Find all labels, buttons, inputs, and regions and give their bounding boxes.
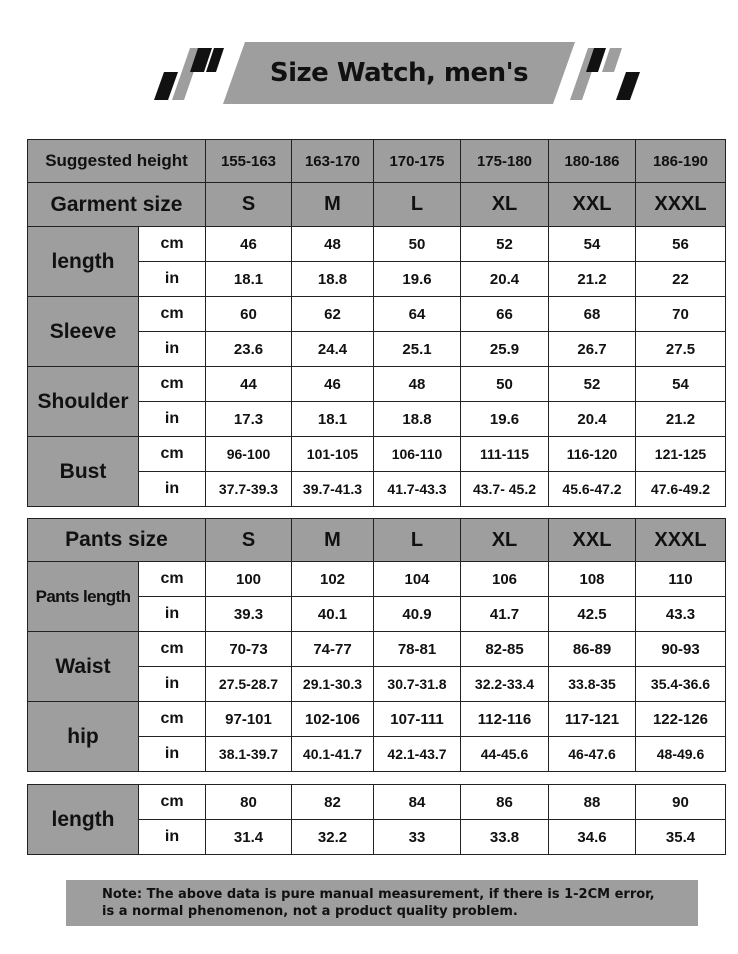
size-header: XXL xyxy=(549,183,636,227)
garment-size-table xyxy=(27,139,726,507)
value-cell: 74-77 xyxy=(292,632,374,667)
value-cell: 110 xyxy=(636,562,726,597)
measure-label-waist: Waist xyxy=(28,632,139,702)
measure-label-shoulder: Shoulder xyxy=(28,367,139,437)
height-cell: 175-180 xyxy=(461,140,549,183)
measure-label-pants-length: Pants length xyxy=(28,562,139,632)
unit-in: in xyxy=(139,820,206,855)
value-cell: 46 xyxy=(206,227,292,262)
size-header: XXL xyxy=(549,519,636,562)
value-cell: 97-101 xyxy=(206,702,292,737)
size-header: L xyxy=(374,183,461,227)
value-cell: 96-100 xyxy=(206,437,292,472)
value-cell: 26.7 xyxy=(549,332,636,367)
value-cell: 40.1-41.7 xyxy=(292,737,374,772)
value-cell: 39.7-41.3 xyxy=(292,472,374,507)
value-cell: 104 xyxy=(374,562,461,597)
unit-in: in xyxy=(139,737,206,772)
value-cell: 48 xyxy=(374,367,461,402)
value-cell: 80 xyxy=(206,785,292,820)
value-cell: 122-126 xyxy=(636,702,726,737)
unit-in: in xyxy=(139,472,206,507)
value-cell: 32.2-33.4 xyxy=(461,667,549,702)
value-cell: 40.9 xyxy=(374,597,461,632)
value-cell: 86 xyxy=(461,785,549,820)
value-cell: 21.2 xyxy=(549,262,636,297)
unit-in: in xyxy=(139,597,206,632)
value-cell: 106-110 xyxy=(374,437,461,472)
value-cell: 38.1-39.7 xyxy=(206,737,292,772)
value-cell: 27.5-28.7 xyxy=(206,667,292,702)
value-cell: 42.5 xyxy=(549,597,636,632)
value-cell: 56 xyxy=(636,227,726,262)
size-header: XL xyxy=(461,183,549,227)
value-cell: 18.1 xyxy=(292,402,374,437)
measure-label-bust: Bust xyxy=(28,437,139,507)
note-line-1: Note: The above data is pure manual measurement, if there is 1-2CM error, xyxy=(102,887,655,902)
value-cell: 50 xyxy=(374,227,461,262)
measure-label-length: length xyxy=(28,227,139,297)
value-cell: 54 xyxy=(549,227,636,262)
size-header: XL xyxy=(461,519,549,562)
value-cell: 25.9 xyxy=(461,332,549,367)
value-cell: 33 xyxy=(374,820,461,855)
value-cell: 46-47.6 xyxy=(549,737,636,772)
value-cell: 41.7-43.3 xyxy=(374,472,461,507)
value-cell: 30.7-31.8 xyxy=(374,667,461,702)
unit-cm: cm xyxy=(139,702,206,737)
value-cell: 19.6 xyxy=(374,262,461,297)
title-banner xyxy=(223,42,575,104)
value-cell: 100 xyxy=(206,562,292,597)
value-cell: 27.5 xyxy=(636,332,726,367)
value-cell: 84 xyxy=(374,785,461,820)
value-cell: 17.3 xyxy=(206,402,292,437)
pants-size-table xyxy=(27,518,726,772)
value-cell: 62 xyxy=(292,297,374,332)
value-cell: 111-115 xyxy=(461,437,549,472)
measure-label-sleeve: Sleeve xyxy=(28,297,139,367)
value-cell: 112-116 xyxy=(461,702,549,737)
value-cell: 68 xyxy=(549,297,636,332)
value-cell: 44 xyxy=(206,367,292,402)
size-header: S xyxy=(206,519,292,562)
height-cell: 163-170 xyxy=(292,140,374,183)
height-cell: 186-190 xyxy=(636,140,726,183)
note-line-2: is a normal phenomenon, not a product quality problem. xyxy=(102,904,518,919)
value-cell: 40.1 xyxy=(292,597,374,632)
value-cell: 29.1-30.3 xyxy=(292,667,374,702)
value-cell: 45.6-47.2 xyxy=(549,472,636,507)
value-cell: 52 xyxy=(549,367,636,402)
value-cell: 106 xyxy=(461,562,549,597)
table-row xyxy=(28,297,726,332)
height-cell: 170-175 xyxy=(374,140,461,183)
value-cell: 35.4 xyxy=(636,820,726,855)
value-cell: 101-105 xyxy=(292,437,374,472)
table-row xyxy=(28,227,726,262)
value-cell: 66 xyxy=(461,297,549,332)
size-header: XXXL xyxy=(636,519,726,562)
value-cell: 90 xyxy=(636,785,726,820)
value-cell: 39.3 xyxy=(206,597,292,632)
measure-label-length: length xyxy=(28,785,139,855)
pants-size-label: Pants size xyxy=(28,519,206,562)
value-cell: 90-93 xyxy=(636,632,726,667)
measure-label-hip: hip xyxy=(28,702,139,772)
value-cell: 48-49.6 xyxy=(636,737,726,772)
value-cell: 22 xyxy=(636,262,726,297)
value-cell: 117-121 xyxy=(549,702,636,737)
height-cell: 155-163 xyxy=(206,140,292,183)
unit-cm: cm xyxy=(139,785,206,820)
value-cell: 18.8 xyxy=(374,402,461,437)
value-cell: 20.4 xyxy=(549,402,636,437)
value-cell: 35.4-36.6 xyxy=(636,667,726,702)
size-header: L xyxy=(374,519,461,562)
value-cell: 102-106 xyxy=(292,702,374,737)
value-cell: 41.7 xyxy=(461,597,549,632)
value-cell: 43.7- 45.2 xyxy=(461,472,549,507)
length-table xyxy=(27,784,726,855)
page-title: Size Watch, men's xyxy=(269,58,529,88)
unit-cm: cm xyxy=(139,437,206,472)
unit-cm: cm xyxy=(139,562,206,597)
size-header: M xyxy=(292,183,374,227)
unit-in: in xyxy=(139,667,206,702)
unit-in: in xyxy=(139,262,206,297)
value-cell: 19.6 xyxy=(461,402,549,437)
value-cell: 20.4 xyxy=(461,262,549,297)
size-header: M xyxy=(292,519,374,562)
suggested-height-label: Suggested height xyxy=(28,140,206,183)
unit-cm: cm xyxy=(139,297,206,332)
value-cell: 34.6 xyxy=(549,820,636,855)
value-cell: 88 xyxy=(549,785,636,820)
value-cell: 48 xyxy=(292,227,374,262)
value-cell: 33.8-35 xyxy=(549,667,636,702)
table-row xyxy=(28,785,726,820)
value-cell: 42.1-43.7 xyxy=(374,737,461,772)
value-cell: 102 xyxy=(292,562,374,597)
value-cell: 86-89 xyxy=(549,632,636,667)
left-stripes-decoration xyxy=(144,46,224,100)
right-stripes-decoration xyxy=(570,46,650,100)
value-cell: 21.2 xyxy=(636,402,726,437)
unit-cm: cm xyxy=(139,632,206,667)
table-row xyxy=(28,367,726,402)
measurement-note xyxy=(66,880,698,926)
table-row xyxy=(28,632,726,667)
unit-cm: cm xyxy=(139,227,206,262)
value-cell: 52 xyxy=(461,227,549,262)
value-cell: 60 xyxy=(206,297,292,332)
table-row xyxy=(28,437,726,472)
value-cell: 47.6-49.2 xyxy=(636,472,726,507)
value-cell: 46 xyxy=(292,367,374,402)
size-header: S xyxy=(206,183,292,227)
garment-size-label: Garment size xyxy=(28,183,206,227)
value-cell: 43.3 xyxy=(636,597,726,632)
table-row xyxy=(28,562,726,597)
unit-cm: cm xyxy=(139,367,206,402)
size-header: XXXL xyxy=(636,183,726,227)
unit-in: in xyxy=(139,402,206,437)
table-row xyxy=(28,702,726,737)
value-cell: 24.4 xyxy=(292,332,374,367)
value-cell: 37.7-39.3 xyxy=(206,472,292,507)
value-cell: 116-120 xyxy=(549,437,636,472)
value-cell: 18.1 xyxy=(206,262,292,297)
value-cell: 107-111 xyxy=(374,702,461,737)
value-cell: 50 xyxy=(461,367,549,402)
value-cell: 64 xyxy=(374,297,461,332)
value-cell: 108 xyxy=(549,562,636,597)
value-cell: 33.8 xyxy=(461,820,549,855)
value-cell: 54 xyxy=(636,367,726,402)
value-cell: 31.4 xyxy=(206,820,292,855)
value-cell: 18.8 xyxy=(292,262,374,297)
value-cell: 82-85 xyxy=(461,632,549,667)
value-cell: 32.2 xyxy=(292,820,374,855)
value-cell: 23.6 xyxy=(206,332,292,367)
value-cell: 70-73 xyxy=(206,632,292,667)
value-cell: 44-45.6 xyxy=(461,737,549,772)
value-cell: 121-125 xyxy=(636,437,726,472)
value-cell: 78-81 xyxy=(374,632,461,667)
unit-in: in xyxy=(139,332,206,367)
value-cell: 82 xyxy=(292,785,374,820)
value-cell: 25.1 xyxy=(374,332,461,367)
height-cell: 180-186 xyxy=(549,140,636,183)
value-cell: 70 xyxy=(636,297,726,332)
